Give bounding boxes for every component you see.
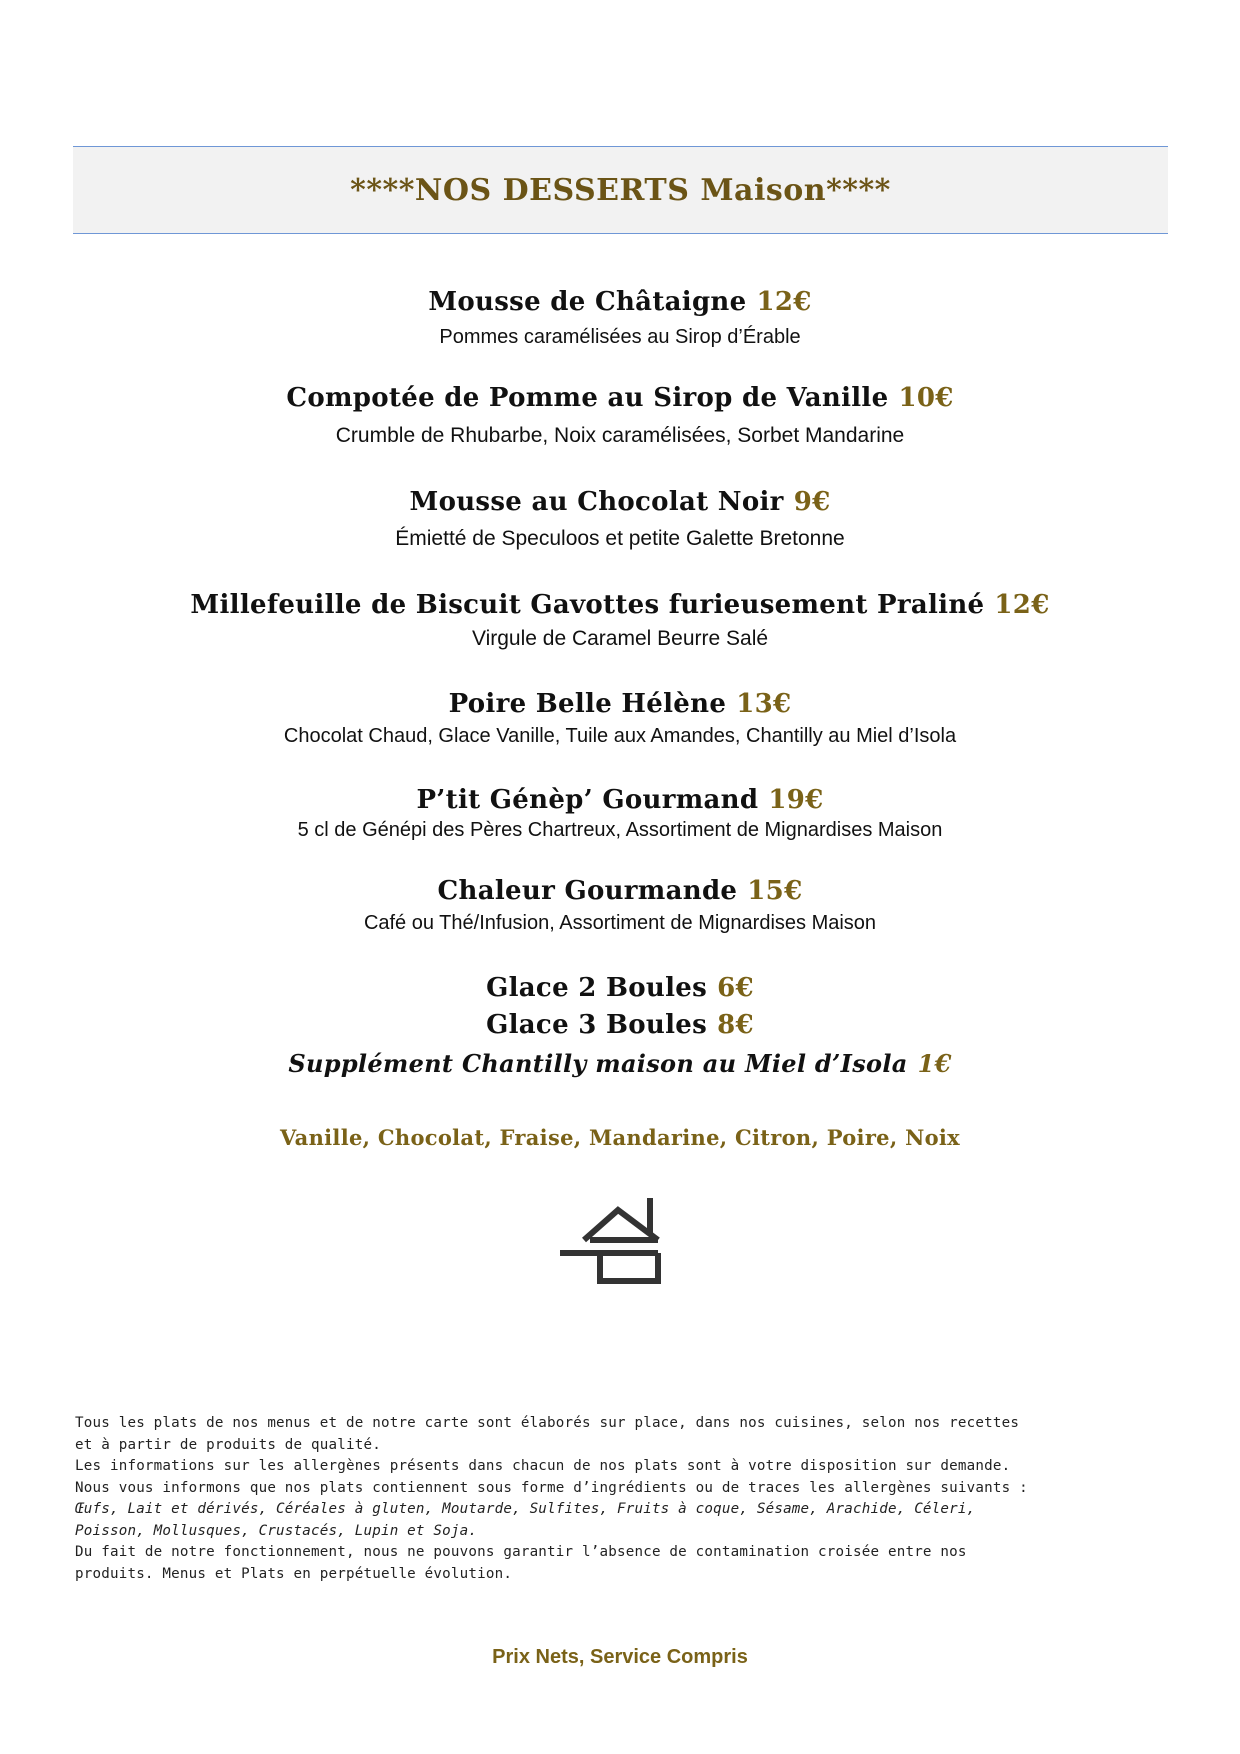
title-banner <box>73 146 1168 234</box>
dish-price: 1€ <box>917 1049 952 1078</box>
ice-cream-flavors: Vanille, Chocolat, Fraise, Mandarine, Citron, Poire, Noix <box>280 1125 960 1150</box>
allergen-notice: Tous les plats de nos menus et de notre carte sont élaborés sur place, dans nos cuisines, selon nos recettes et à partir de produits de qualité. Les informations sur les allergènes présents dans chacun de nos plats sont à votre disposition sur demande. Nous vous informons que nos plats contiennent sous forme d’ingrédients ou de traces les allergènes suivants : Œufs, Lait et dérivés, Céréales à gluten, Moutarde, Sulfites, Fruits à coque, Sésame, Arachide, Céleri, Poisson, Mollusques, Crustacés, Lupin et Soja. Du fait de notre fonctionnement, nous ne pouvons garantir l’absence de contamination croisée entre nos produits. Menus et Plats en perpétuelle évolution. <box>75 1413 1175 1585</box>
dish-price: 8€ <box>717 1010 754 1040</box>
dish-price: 6€ <box>717 973 754 1003</box>
dish-description: Crumble de Rhubarbe, Noix caramélisées, Sorbet Mandarine <box>335 424 905 447</box>
dish-name: Chaleur Gourmande 15€ <box>437 876 803 906</box>
dish-description: Pommes caramélisées au Sirop d’Érable <box>439 326 801 348</box>
ice-cream-item: Glace 3 Boules 8€ <box>486 1010 754 1040</box>
price-footer: Prix Nets, Service Compris <box>492 1646 748 1668</box>
dish-name: Mousse au Chocolat Noir 9€ <box>409 487 831 517</box>
dish-price: 13€ <box>736 689 792 719</box>
dish-name: Mousse de Châtaigne 12€ <box>428 287 812 317</box>
dish-price: 10€ <box>898 383 954 413</box>
dish-price: 12€ <box>994 590 1050 620</box>
page-title: ****NOS DESSERTS Maison**** <box>350 172 891 208</box>
dish-price: 15€ <box>747 876 803 906</box>
ice-cream-item: Glace 2 Boules 6€ <box>486 973 754 1003</box>
allergen-list: Poisson, Mollusques, Crustacés, Lupin et Soja. <box>75 1522 478 1539</box>
dish-name: Compotée de Pomme au Sirop de Vanille 10€ <box>286 383 954 413</box>
fait-maison-logo-icon <box>560 1190 676 1286</box>
allergen-list: Œufs, Lait et dérivés, Céréales à gluten, Moutarde, Sulfites, Fruits à coque, Sésame, Arachide, Céleri, <box>75 1501 976 1517</box>
dish-description: Virgule de Caramel Beurre Salé <box>471 627 769 650</box>
dish-description: Café ou Thé/Infusion, Assortiment de Mignardises Maison <box>363 912 877 934</box>
dish-name: P’tit Génèp’ Gourmand 19€ <box>416 785 824 815</box>
dish-description: Chocolat Chaud, Glace Vanille, Tuile aux Amandes, Chantilly au Miel d’Isola <box>283 725 957 747</box>
dish-description: Émietté de Speculoos et petite Galette Bretonne <box>395 527 845 550</box>
dish-price: 19€ <box>768 785 824 815</box>
dish-price: 12€ <box>756 287 812 317</box>
dish-name: Poire Belle Hélène 13€ <box>448 689 792 719</box>
dish-description: 5 cl de Génépi des Pères Chartreux, Assortiment de Mignardises Maison <box>297 819 943 841</box>
dish-price: 9€ <box>793 487 831 517</box>
supplement-item: Supplément Chantilly maison au Miel d’Isola 1€ <box>288 1049 952 1078</box>
dish-name: Millefeuille de Biscuit Gavottes furieusement Praliné 12€ <box>190 590 1050 620</box>
